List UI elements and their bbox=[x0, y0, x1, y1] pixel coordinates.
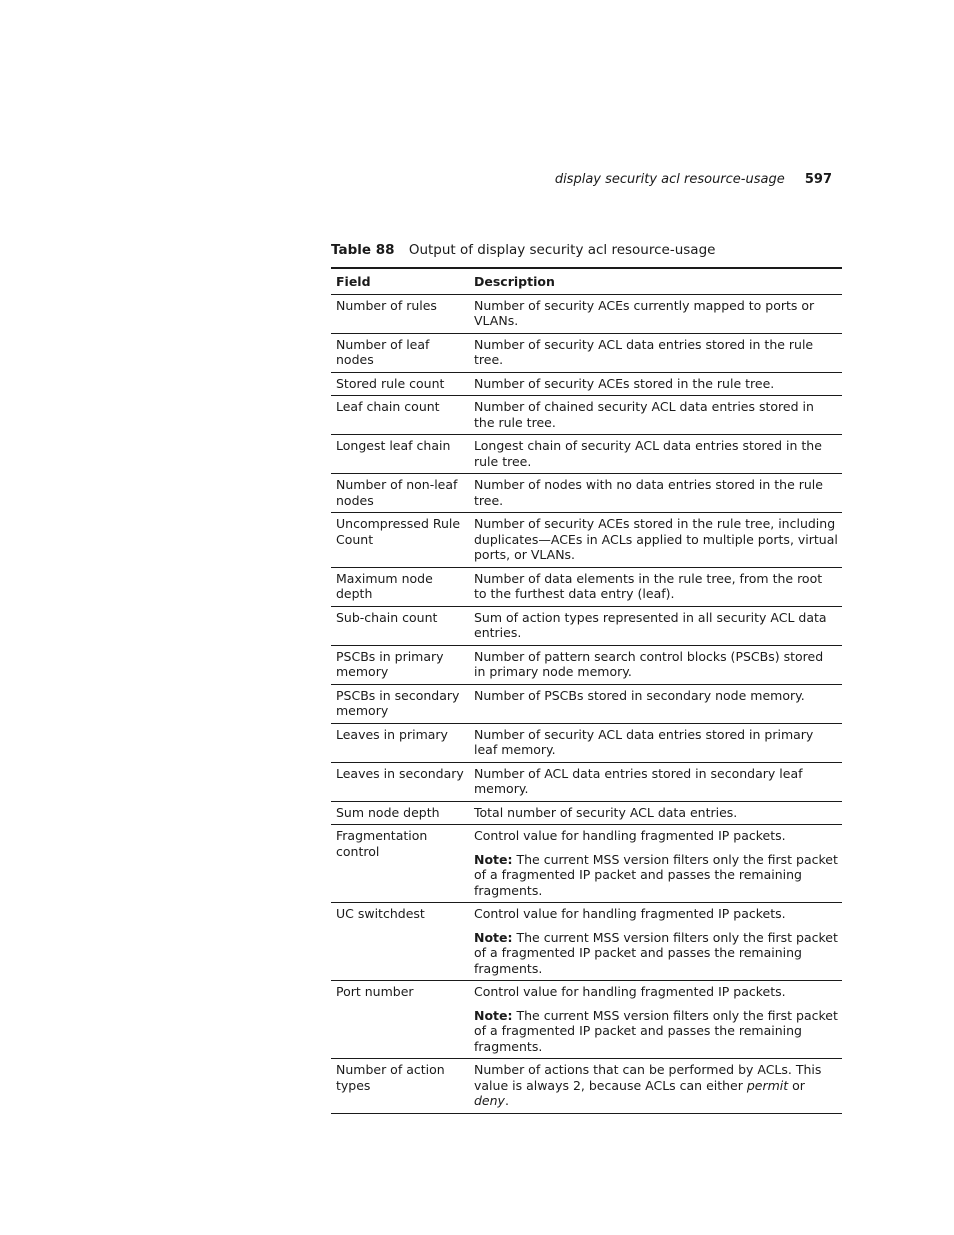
description-cell: Sum of action types represented in all security ACL data entries. bbox=[469, 606, 842, 645]
note-paragraph bbox=[474, 1008, 838, 1055]
note-label: Note: bbox=[474, 929, 513, 945]
table-row bbox=[331, 294, 842, 333]
table-row bbox=[331, 684, 842, 723]
note-paragraph bbox=[474, 930, 838, 977]
field-cell: PSCBs in secondary memory bbox=[331, 684, 469, 723]
description-text: Control value for handling fragmented IP packets. bbox=[474, 906, 786, 921]
description-cell: Number of nodes with no data entries stored in the rule tree. bbox=[469, 474, 842, 513]
field-cell: Number of leaf nodes bbox=[331, 333, 469, 372]
table-header-row bbox=[331, 268, 842, 294]
table-row bbox=[331, 372, 842, 396]
table-caption-label: Table 88 bbox=[331, 242, 395, 258]
field-cell: Maximum node depth bbox=[331, 567, 469, 606]
field-cell: Number of non-leaf nodes bbox=[331, 474, 469, 513]
description-cell bbox=[469, 981, 842, 1059]
output-fields-table bbox=[331, 267, 842, 1114]
field-cell: Leaves in primary bbox=[331, 723, 469, 762]
description-text: Control value for handling fragmented IP packets. bbox=[474, 984, 786, 999]
table-row bbox=[331, 474, 842, 513]
description-cell bbox=[469, 825, 842, 903]
page-number: 597 bbox=[804, 172, 832, 187]
description-cell bbox=[469, 1059, 842, 1114]
note-text: The current MSS version filters only the first packet of a fragmented IP packet and passes the remaining fragments. bbox=[474, 1007, 838, 1054]
field-cell: Stored rule count bbox=[331, 372, 469, 396]
keyword-permit: permit bbox=[746, 1077, 789, 1093]
field-cell: Leaf chain count bbox=[331, 396, 469, 435]
description-cell: Number of PSCBs stored in secondary node memory. bbox=[469, 684, 842, 723]
description-cell: Number of security ACEs stored in the rule tree, including duplicates—ACEs in ACLs applied to multiple ports, virtual ports, or VLANs. bbox=[469, 513, 842, 568]
field-cell: Number of action types bbox=[331, 1059, 469, 1114]
description-text: . bbox=[504, 1093, 509, 1108]
field-cell: UC switchdest bbox=[331, 903, 469, 981]
description-cell: Number of security ACEs stored in the rule tree. bbox=[469, 372, 842, 396]
field-cell: Port number bbox=[331, 981, 469, 1059]
field-cell: Sub-chain count bbox=[331, 606, 469, 645]
table-caption-text: Output of display security acl resource-usage bbox=[408, 242, 716, 258]
table-row bbox=[331, 435, 842, 474]
description-cell: Number of ACL data entries stored in secondary leaf memory. bbox=[469, 762, 842, 801]
table-row bbox=[331, 981, 842, 1059]
running-header-title: display security acl resource-usage bbox=[554, 172, 785, 187]
description-cell: Number of pattern search control blocks (PSCBs) stored in primary node memory. bbox=[469, 645, 842, 684]
field-cell: Sum node depth bbox=[331, 801, 469, 825]
keyword-deny: deny bbox=[474, 1093, 505, 1108]
field-cell: Longest leaf chain bbox=[331, 435, 469, 474]
note-text: The current MSS version filters only the first packet of a fragmented IP packet and passes the remaining fragments. bbox=[474, 929, 838, 976]
field-cell: Leaves in secondary bbox=[331, 762, 469, 801]
description-cell: Number of security ACL data entries stored in the rule tree. bbox=[469, 333, 842, 372]
table-row bbox=[331, 567, 842, 606]
table-row bbox=[331, 1059, 842, 1114]
column-header-field: Field bbox=[331, 268, 469, 294]
table-row bbox=[331, 903, 842, 981]
running-header bbox=[555, 172, 832, 187]
description-cell: Number of security ACL data entries stored in primary leaf memory. bbox=[469, 723, 842, 762]
field-cell: Number of rules bbox=[331, 294, 469, 333]
description-cell: Total number of security ACL data entries. bbox=[469, 801, 842, 825]
note-paragraph bbox=[474, 852, 838, 899]
field-cell: PSCBs in primary memory bbox=[331, 645, 469, 684]
table-row bbox=[331, 606, 842, 645]
field-cell: Fragmentation control bbox=[331, 825, 469, 903]
table-row bbox=[331, 396, 842, 435]
description-cell: Number of security ACEs currently mapped to ports or VLANs. bbox=[469, 294, 842, 333]
table-row bbox=[331, 801, 842, 825]
description-cell: Longest chain of security ACL data entries stored in the rule tree. bbox=[469, 435, 842, 474]
description-text: or bbox=[788, 1077, 805, 1093]
description-cell bbox=[469, 903, 842, 981]
table-row bbox=[331, 825, 842, 903]
column-header-description: Description bbox=[469, 268, 842, 294]
table-caption bbox=[331, 242, 715, 258]
field-cell: Uncompressed Rule Count bbox=[331, 513, 469, 568]
note-label: Note: bbox=[474, 851, 513, 867]
table-row bbox=[331, 762, 842, 801]
description-text: Control value for handling fragmented IP packets. bbox=[474, 828, 786, 843]
table-row bbox=[331, 723, 842, 762]
note-text: The current MSS version filters only the first packet of a fragmented IP packet and passes the remaining fragments. bbox=[474, 851, 838, 898]
table-row bbox=[331, 333, 842, 372]
table-row bbox=[331, 513, 842, 568]
table-row bbox=[331, 645, 842, 684]
description-text: Number of actions that can be performed by ACLs. This value is always 2, because ACLs can either bbox=[474, 1062, 822, 1093]
description-cell: Number of chained security ACL data entries stored in the rule tree. bbox=[469, 396, 842, 435]
description-cell: Number of data elements in the rule tree, from the root to the furthest data entry (leaf). bbox=[469, 567, 842, 606]
note-label: Note: bbox=[474, 1007, 513, 1023]
